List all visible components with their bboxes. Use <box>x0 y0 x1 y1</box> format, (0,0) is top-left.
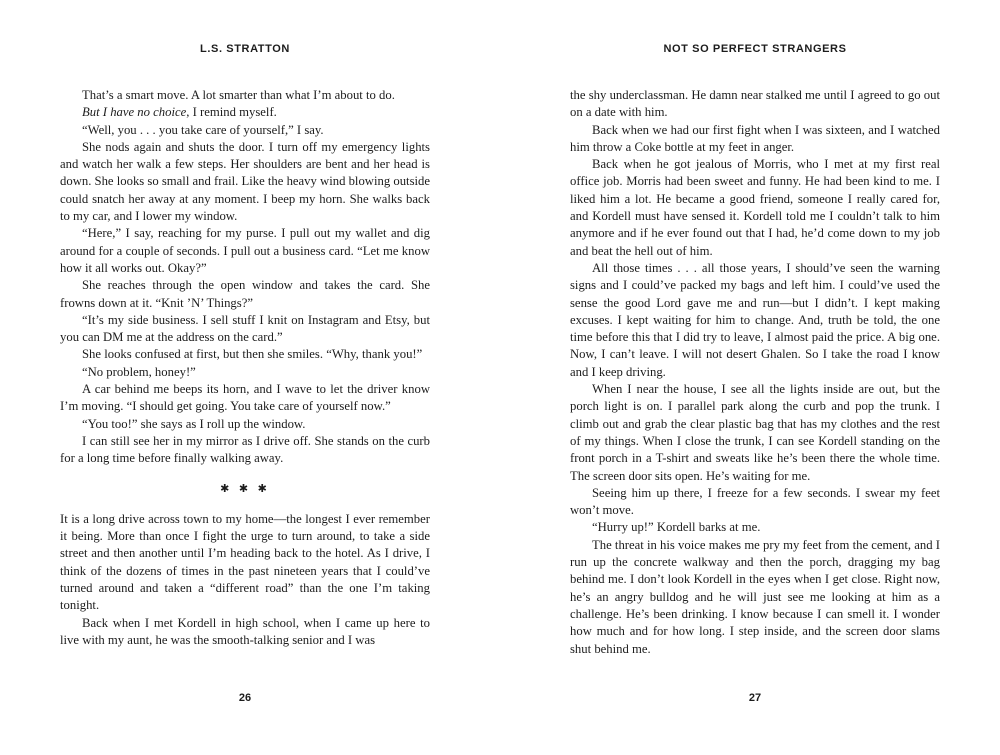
paragraph: “No problem, honey!” <box>82 364 196 379</box>
paragraph: the shy underclassman. He damn near stalked me until I agreed to go out on a date with him. <box>570 88 940 120</box>
paragraph: Back when he got jealous of Morris, who I met at my first real office job. Morris had been sweet and funny. He had been kind to me. I liked him a lot. He became a good friend, someone I really cared for, and Kordell must have sensed it. Kordell told me I couldn’t talk to him anymore and if he ever found out that I had, he’d come down to my job and beat the hell out of him. <box>570 157 940 258</box>
paragraph: “It’s my side business. I sell stuff I knit on Instagram and Etsy, but you can DM me at the address on the card.” <box>60 312 430 345</box>
paragraph: Back when I met Kordell in high school, when I came up here to live with my aunt, he was the smooth-talking senior and I was <box>60 615 430 647</box>
paragraph: It is a long drive across town to my home—the longest I ever remember it being. More than once I fight the urge to turn around, to take a side street and then another until I’m heading back to the hotel. As I drive, I think of the dozens of times in the past nineteen years that I could’ve turned around and taken a “different road” than the one I’m taking tonight. <box>60 511 430 613</box>
scene-break-ornament: ✱ ✱ ✱ <box>220 481 270 495</box>
page-number: 26 <box>238 692 252 704</box>
right-page <box>570 0 940 755</box>
paragraph: I can still see her in my mirror as I drive off. She stands on the curb for a long time before finally walking away. <box>60 433 430 466</box>
paragraph-text: , I remind myself. <box>186 105 277 120</box>
paragraph: “Here,” I say, reaching for my purse. I pull out my wallet and dig around for a couple of seconds. I pull out a business card. “Let me know how it all works out. Okay?” <box>60 226 430 275</box>
paragraph: She looks confused at first, but then she smiles. “Why, thank you!” <box>82 347 423 362</box>
left-page-body <box>60 87 430 649</box>
running-head-author: L.S. STRATTON <box>200 43 290 55</box>
paragraph: When I near the house, I see all the lights inside are out, but the porch light is on. I parallel park along the curb and pop the trunk. I climb out and grab the clear plastic bag that has my clothes and the rest of my things. When I close the trunk, I can see Kordell standing on the front porch in a T-shirt and sweats like he’s been there the whole time. The screen door sits open. He’s waiting for me. <box>570 382 940 483</box>
paragraph: “You too!” she says as I roll up the window. <box>82 416 306 431</box>
italic-thought: But I have no choice <box>82 105 187 120</box>
running-head-title: NOT SO PERFECT STRANGERS <box>663 43 847 55</box>
paragraph: That’s a smart move. A lot smarter than what I’m about to do. <box>82 88 395 102</box>
page-number: 27 <box>748 692 762 704</box>
right-page-body <box>570 87 940 658</box>
left-page <box>60 0 430 755</box>
paragraph: She reaches through the open window and takes the card. She frowns down at it. “Knit ’N’ Things?” <box>60 278 430 310</box>
paragraph: All those times . . . all those years, I should’ve seen the warning signs and I could’ve packed my bags and left him. I could’ve used the sense the good Lord gave me and run—but I didn’t. I kept making excuses. I kept waiting for him to change. And, truth be told, the one time before this that I did try to leave, I almost paid the price. A big one. Now, I can’t leave. I will not desert Ghalen. So I take the road I know and I keep driving. <box>570 260 940 379</box>
paragraph: She nods again and shuts the door. I turn off my emergency lights and watch her walk a few steps. Her shoulders are bent and her head is down. She looks so small and frail. Like the heavy wind blowing outside could snatch her away at any moment. I beep my horn. She walks back to my car, and I lower my window. <box>60 139 431 224</box>
paragraph: A car behind me beeps its horn, and I wave to let the driver know I’m moving. “I should get going. You take care of yourself now.” <box>60 382 430 414</box>
paragraph <box>60 104 430 121</box>
paragraph: “Hurry up!” Kordell barks at me. <box>592 520 761 535</box>
paragraph: “Well, you . . . you take care of yourself,” I say. <box>82 122 324 137</box>
paragraph: Seeing him up there, I freeze for a few seconds. I swear my feet won’t move. <box>570 485 940 518</box>
paragraph: The threat in his voice makes me pry my feet from the cement, and I run up the concrete walkway and then the porch, dragging my bag behind me. I don’t look Kordell in the eyes when I get close. Right now, he’s an angry bulldog and he will just see me looking at him as a challenge. He’s been drinking. I know because I can smell it. I wonder how much and for how long. I step inside, and the screen door slams shut behind me. <box>570 537 940 656</box>
paragraph: Back when we had our first fight when I was sixteen, and I watched him throw a Coke bottle at my feet in anger. <box>570 122 940 154</box>
